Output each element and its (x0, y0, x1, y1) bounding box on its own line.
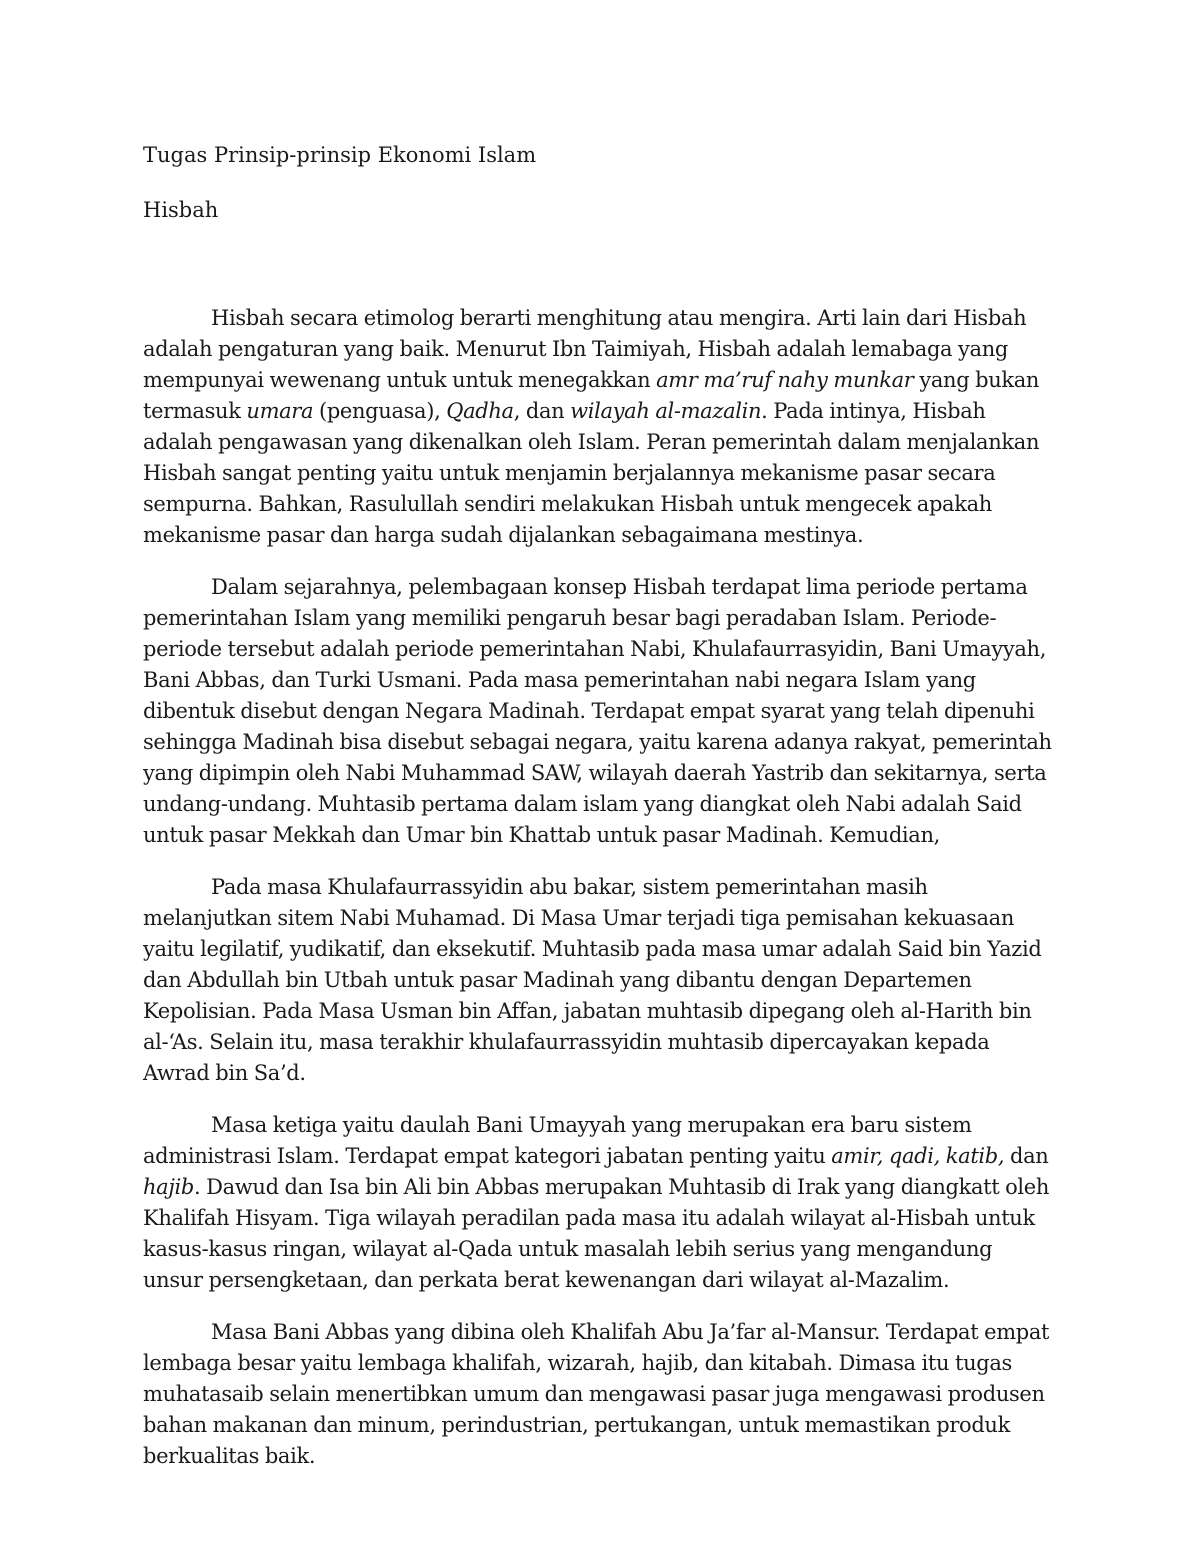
italic-term: wilayah al-mazalin (570, 399, 762, 423)
paragraph-text: (penguasa), (313, 399, 447, 423)
paragraph-text: Masa Bani Abbas yang dibina oleh Khalifah Abu Ja’far al-Mansur. Terdapat empat lembaga besar yaitu lembaga khalifah, wizarah, hajib, dan kitabah. Dimasa itu tugas muhatasaib selain menertibkan umum dan mengawasi pasar juga mengawasi produsen bahan makanan dan minum, perindustrian, pertukangan, untuk memastikan produk berkualitas baik. (143, 1320, 1050, 1468)
document-page (143, 140, 1053, 1493)
italic-term: Qadha (446, 399, 514, 423)
body-paragraph (143, 1110, 1053, 1296)
paragraph-text: dan (1004, 1144, 1049, 1168)
paragraph-text: . Pada intinya, Hisbah adalah pengawasan yang dikenalkan oleh Islam. Peran pemerintah dalam menjalankan Hisbah sangat penting yaitu untuk menjamin berjalannya mekanisme pasar secara sempurna. Bahkan, Rasulullah sendiri melakukan Hisbah untuk mengecek apakah mekanisme pasar dan harga sudah dijalankan sebagaimana mestinya. (143, 399, 1040, 547)
document-body (143, 303, 1053, 1472)
body-paragraph (143, 872, 1053, 1089)
paragraph-text: Pada masa Khulafaurrassyidin abu bakar, sistem pemerintahan masih melanjutkan sitem Nabi Muhamad. Di Masa Umar terjadi tiga pemisahan kekuasaan yaitu legilatif, yudikatif, dan eksekutif. Muhtasib pada masa umar adalah Said bin Yazid dan Abdullah bin Utbah untuk pasar Madinah yang dibantu dengan Departemen Kepolisian. Pada Masa Usman bin Affan, jabatan muhtasib dipegang oleh al-Harith bin al-‘As. Selain itu, masa terakhir khulafaurrassyidin muhtasib dipercayakan kepada Awrad bin Sa’d. (143, 875, 1042, 1085)
paragraph-text: yang bukan termasuk (143, 368, 1040, 423)
italic-term: amr ma’ruf nahy munkar (656, 368, 914, 392)
paragraph-text: , dan (513, 399, 571, 423)
paragraph-text: Hisbah secara etimolog berarti menghitung atau mengira. Arti lain dari Hisbah adalah pengaturan yang baik. Menurut Ibn Taimiyah, Hisbah adalah lemabaga yang mempunyai wewenang untuk untuk menegakkan (143, 306, 1027, 392)
paragraph-text: Masa ketiga yaitu daulah Bani Umayyah yang merupakan era baru sistem administrasi Islam. Terdapat empat kategori jabatan penting yaitu (143, 1113, 972, 1168)
paragraph-text: Dalam sejarahnya, pelembagaan konsep Hisbah terdapat lima periode pertama pemerintahan Islam yang memiliki pengaruh besar bagi peradaban Islam. Periode-periode tersebut adalah periode pemerintahan Nabi, Khulafaurrasyidin, Bani Umayyah, Bani Abbas, dan Turki Usmani. Pada masa pemerintahan nabi negara Islam yang dibentuk disebut dengan Negara Madinah. Terdapat empat syarat yang telah dipenuhi sehingga Madinah bisa disebut sebagai negara, yaitu karena adanya rakyat, pemerintah yang dipimpin oleh Nabi Muhammad SAW, wilayah daerah Yastrib dan sekitarnya, serta undang-undang. Muhtasib pertama dalam islam yang diangkat oleh Nabi adalah Said untuk pasar Mekkah dan Umar bin Khattab untuk pasar Madinah. Kemudian, (143, 575, 1052, 847)
body-paragraph (143, 303, 1053, 551)
italic-term: umara (246, 399, 314, 423)
italic-term: hajib (143, 1175, 194, 1199)
body-paragraph (143, 1317, 1053, 1472)
italic-term: amir, qadi, katib, (831, 1144, 1005, 1168)
paragraph-text: . Dawud dan Isa bin Ali bin Abbas merupakan Muhtasib di Irak yang diangkatt oleh Khalifah Hisyam. Tiga wilayah peradilan pada masa itu adalah wilayat al-Hisbah untuk kasus-kasus ringan, wilayat al-Qada untuk masalah lebih serius yang mengandung unsur persengketaan, dan perkata berat kewenangan dari wilayat al-Mazalim. (143, 1175, 1050, 1292)
body-paragraph (143, 572, 1053, 851)
document-title: Tugas Prinsip-prinsip Ekonomi Islam (143, 143, 537, 167)
document-subtitle: Hisbah (143, 198, 219, 222)
